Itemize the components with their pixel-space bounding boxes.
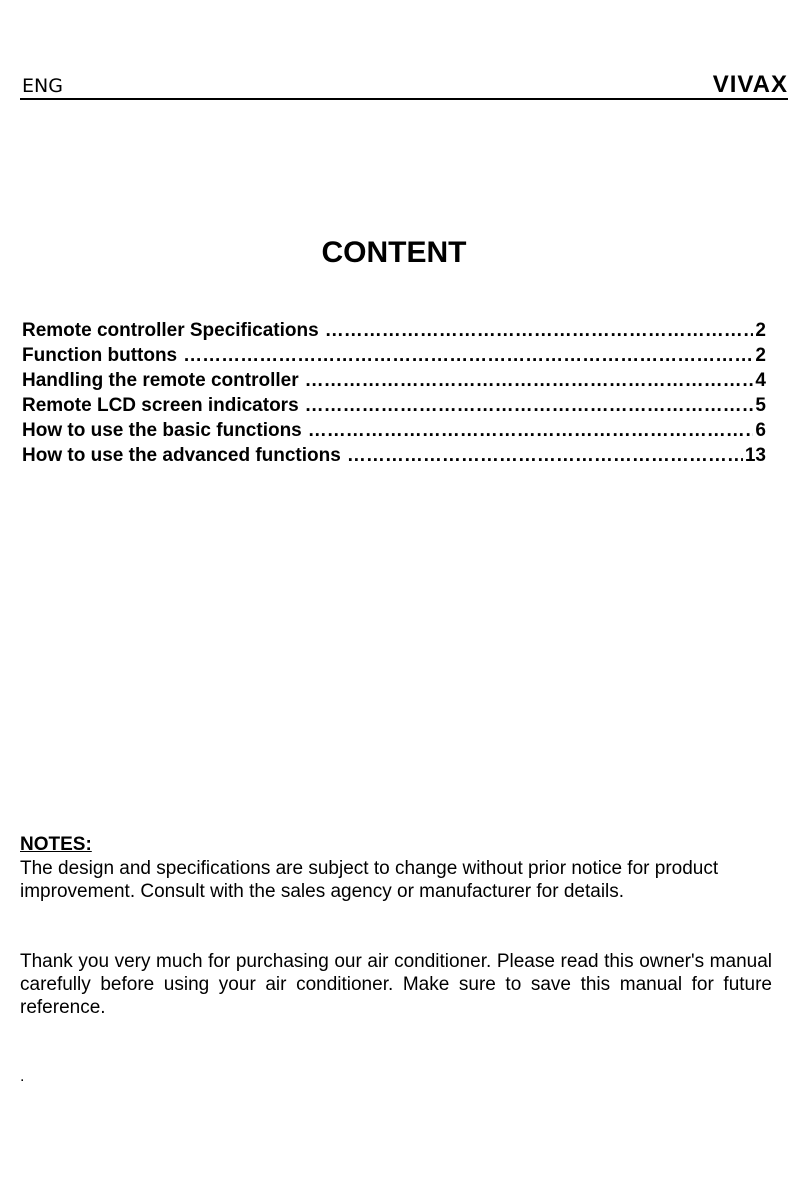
- notes-text: The design and specifications are subject to change without prior notice for product improvement. Consult with the sales agency or manufacturer for details.: [20, 858, 719, 902]
- toc-leader-dots: [308, 418, 754, 443]
- toc-entry-page: 6: [755, 420, 766, 441]
- toc-entry-label: Remote LCD screen indicators: [22, 395, 299, 416]
- table-of-contents: [22, 318, 766, 468]
- thank-you-paragraph: Thank you very much for purchasing our air conditioner. Please read this owner's manual carefully before using your air conditioner. Make sure to save this manual for future reference.: [20, 951, 772, 1018]
- toc-entry-page: 13: [744, 445, 766, 466]
- toc-entry-label: Remote controller Specifications: [22, 320, 319, 341]
- toc-entry-label: How to use the basic functions: [22, 420, 302, 441]
- page-title: CONTENT: [321, 236, 467, 269]
- notes-section: [20, 833, 772, 856]
- toc-entry-label: Function buttons: [22, 345, 178, 366]
- language-label: ENG: [22, 75, 63, 97]
- toc-entry[interactable]: [22, 418, 766, 443]
- toc-entry-page: 5: [755, 395, 766, 416]
- toc-entry-page: 2: [755, 345, 766, 366]
- toc-entry-label: How to use the advanced functions: [22, 445, 341, 466]
- toc-leader-dots: [325, 318, 754, 343]
- toc-entry[interactable]: [22, 443, 766, 468]
- toc-entry[interactable]: [22, 393, 766, 418]
- brand-logo: VIVAX: [712, 71, 788, 98]
- notes-heading: NOTES:: [20, 834, 92, 855]
- toc-entry[interactable]: [22, 318, 766, 343]
- toc-entry-label: Handling the remote controller: [22, 370, 299, 391]
- toc-leader-dots: [305, 393, 754, 418]
- trailing-dot: .: [20, 1068, 25, 1085]
- toc-entry-page: 2: [755, 320, 766, 341]
- toc-leader-dots: [347, 443, 743, 468]
- toc-entry[interactable]: [22, 368, 766, 393]
- toc-entry[interactable]: [22, 343, 766, 368]
- page-header: [20, 68, 788, 100]
- toc-leader-dots: [183, 343, 753, 368]
- toc-leader-dots: [305, 368, 754, 393]
- toc-entry-page: 4: [755, 370, 766, 391]
